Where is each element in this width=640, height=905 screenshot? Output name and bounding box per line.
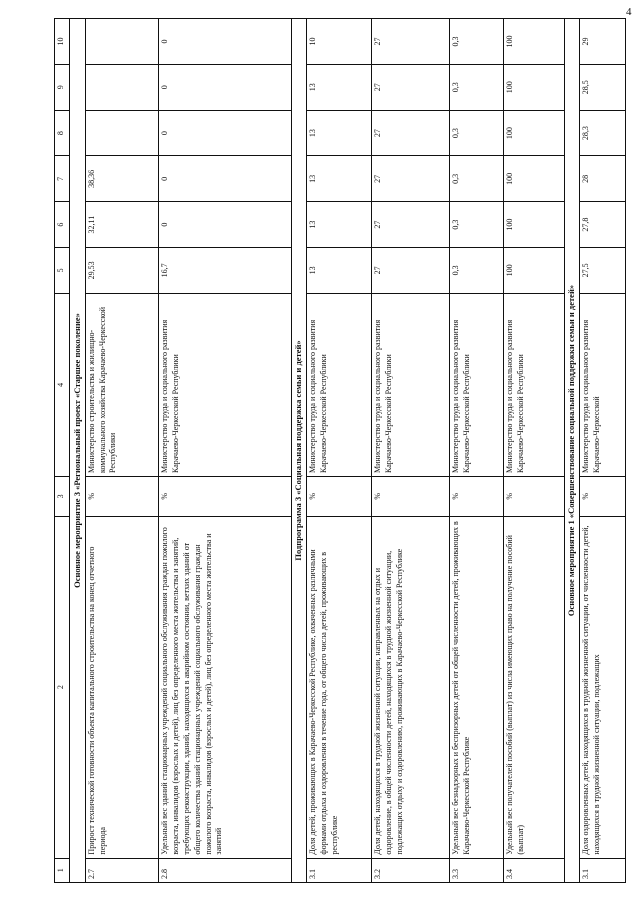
value-cell — [85, 19, 159, 65]
indicator-name: Удельный вес получателей пособий (выплат) из числа имеющих право на получение пособий (выплат) — [504, 516, 565, 858]
indicator-name: Удельный вес зданий стационарных учреждений социального обслуживания граждан пожилого возраста, инвалидов (взрослых и детей), лиц без определенного места жительства и занятий, требующих реконструкции, зданий, находящихся в аварийном состоянии, ветхих зданий от общего количества зданий стационарных учреждений социального обслуживания граждан пожилого возраста, инвалидов (взрослых и детей), лиц без определенного места жительства и занятий — [159, 516, 291, 858]
col-number: 2 — [55, 516, 70, 858]
row-number: 3.4 — [504, 858, 565, 882]
table-row — [450, 19, 504, 883]
value-cell: 27 — [372, 156, 450, 202]
unit: % — [580, 476, 626, 516]
row-number: 2.8 — [159, 858, 291, 882]
executor: Министерство труда и социального развития Карачаево-Черкесской Республики — [307, 293, 372, 476]
table-row — [307, 19, 372, 883]
section-title: Основное мероприятие 1 «Совершенствование социальной поддержки семьи и детей» — [564, 19, 580, 883]
value-cell: 13 — [307, 110, 372, 156]
value-cell: 0 — [159, 64, 291, 110]
column-numbers-row — [55, 19, 70, 883]
indicator-name: Доля детей, находящихся в трудной жизненной ситуации, направленных на отдых и оздоровление, в общей численности детей, находящихся в трудной жизненной ситуации, подлежащих отдыху и оздоровлению, проживающих в Карачаево-Черкесской Республике — [372, 516, 450, 858]
value-cell: 10 — [307, 19, 372, 65]
table-row — [159, 19, 291, 883]
unit: % — [450, 476, 504, 516]
executor: Министерство труда и социального развития Карачаево-Черкесской — [580, 293, 626, 476]
col-number: 6 — [55, 202, 70, 248]
table-row — [85, 19, 159, 883]
col-number: 9 — [55, 64, 70, 110]
section-row — [564, 19, 580, 883]
row-number: 2.7 — [85, 858, 159, 882]
value-cell: 0,3 — [450, 156, 504, 202]
col-number: 10 — [55, 19, 70, 65]
value-cell — [85, 64, 159, 110]
value-cell: 27 — [372, 19, 450, 65]
executor: Министерство труда и социального развития Карачаево-Черкесской Республики — [450, 293, 504, 476]
unit: % — [159, 476, 291, 516]
executor: Министерство труда и социального развития Карачаево-Черкесской Республики — [372, 293, 450, 476]
value-cell: 13 — [307, 202, 372, 248]
value-cell: 13 — [307, 64, 372, 110]
row-number: 3.3 — [450, 858, 504, 882]
unit: % — [85, 476, 159, 516]
indicator-name: Доля оздоровленных детей, находящихся в трудной жизненной ситуации, от численности детей, находящихся в трудной жизненной ситуации, подлежащих — [580, 516, 626, 858]
value-cell: 27,8 — [580, 202, 626, 248]
value-cell — [85, 110, 159, 156]
table-row — [580, 19, 626, 883]
rotated-page — [54, 18, 626, 883]
value-cell: 100 — [504, 110, 565, 156]
col-number: 3 — [55, 476, 70, 516]
value-cell: 0 — [159, 19, 291, 65]
value-cell: 28,5 — [580, 64, 626, 110]
executor: Министерство труда и социального развития Карачаево-Черкесской Республики — [504, 293, 565, 476]
value-cell: 27 — [372, 64, 450, 110]
col-number: 5 — [55, 248, 70, 294]
value-cell: 27 — [372, 248, 450, 294]
section-row — [291, 19, 307, 883]
value-cell: 100 — [504, 156, 565, 202]
value-cell: 13 — [307, 248, 372, 294]
section-title: Подпрограмма 3 «Социальная поддержка семьи и детей» — [291, 19, 307, 883]
indicator-name: Прирост технической готовности объекта капитального строительства на конец отчетного периода — [85, 516, 159, 858]
value-cell: 27 — [372, 110, 450, 156]
value-cell: 29 — [580, 19, 626, 65]
value-cell: 0 — [159, 156, 291, 202]
value-cell: 0,3 — [450, 64, 504, 110]
value-cell: 28 — [580, 156, 626, 202]
value-cell: 28,3 — [580, 110, 626, 156]
value-cell: 0,3 — [450, 202, 504, 248]
table-row — [504, 19, 565, 883]
value-cell: 13 — [307, 156, 372, 202]
indicator-name: Доля детей, проживающих в Карачаево-Черкесской Республике, охваченных различными формами отдыха и оздоровления в течение года, от общего числа детей, проживающих в республике — [307, 516, 372, 858]
value-cell: 0,3 — [450, 248, 504, 294]
section-title: Основное мероприятие 3 «Региональный проект «Старшее поколение» — [70, 19, 86, 883]
unit: % — [307, 476, 372, 516]
unit: % — [372, 476, 450, 516]
value-cell: 0,3 — [450, 19, 504, 65]
executor: Министерство труда и социального развития Карачаево-Черкесской Республики — [159, 293, 291, 476]
col-number: 4 — [55, 293, 70, 476]
value-cell: 100 — [504, 64, 565, 110]
value-cell: 27,5 — [580, 248, 626, 294]
value-cell: 100 — [504, 202, 565, 248]
col-number: 8 — [55, 110, 70, 156]
row-number: 3.1 — [307, 858, 372, 882]
row-number: 3.2 — [372, 858, 450, 882]
value-cell: 0 — [159, 110, 291, 156]
value-cell: 100 — [504, 19, 565, 65]
executor: Министерство строительства и жилищно-коммунального хозяйства Карачаево-Черкесской Республики — [85, 293, 159, 476]
col-number: 1 — [55, 858, 70, 882]
page-number: 4 — [626, 6, 632, 18]
value-cell: 16,7 — [159, 248, 291, 294]
value-cell: 0,3 — [450, 110, 504, 156]
table-row — [372, 19, 450, 883]
col-number: 7 — [55, 156, 70, 202]
unit: % — [504, 476, 565, 516]
value-cell: 27 — [372, 202, 450, 248]
value-cell: 0 — [159, 202, 291, 248]
value-cell: 32,11 — [85, 202, 159, 248]
indicator-name: Удельный вес безнадзорных и беспризорных детей от общей численности детей, проживающих в Карачаево-Черкесской Республике — [450, 516, 504, 858]
section-row — [70, 19, 86, 883]
indicators-table — [54, 18, 626, 883]
value-cell: 100 — [504, 248, 565, 294]
row-number: 3.1 — [580, 858, 626, 882]
value-cell: 29,53 — [85, 248, 159, 294]
value-cell: 38,36 — [85, 156, 159, 202]
